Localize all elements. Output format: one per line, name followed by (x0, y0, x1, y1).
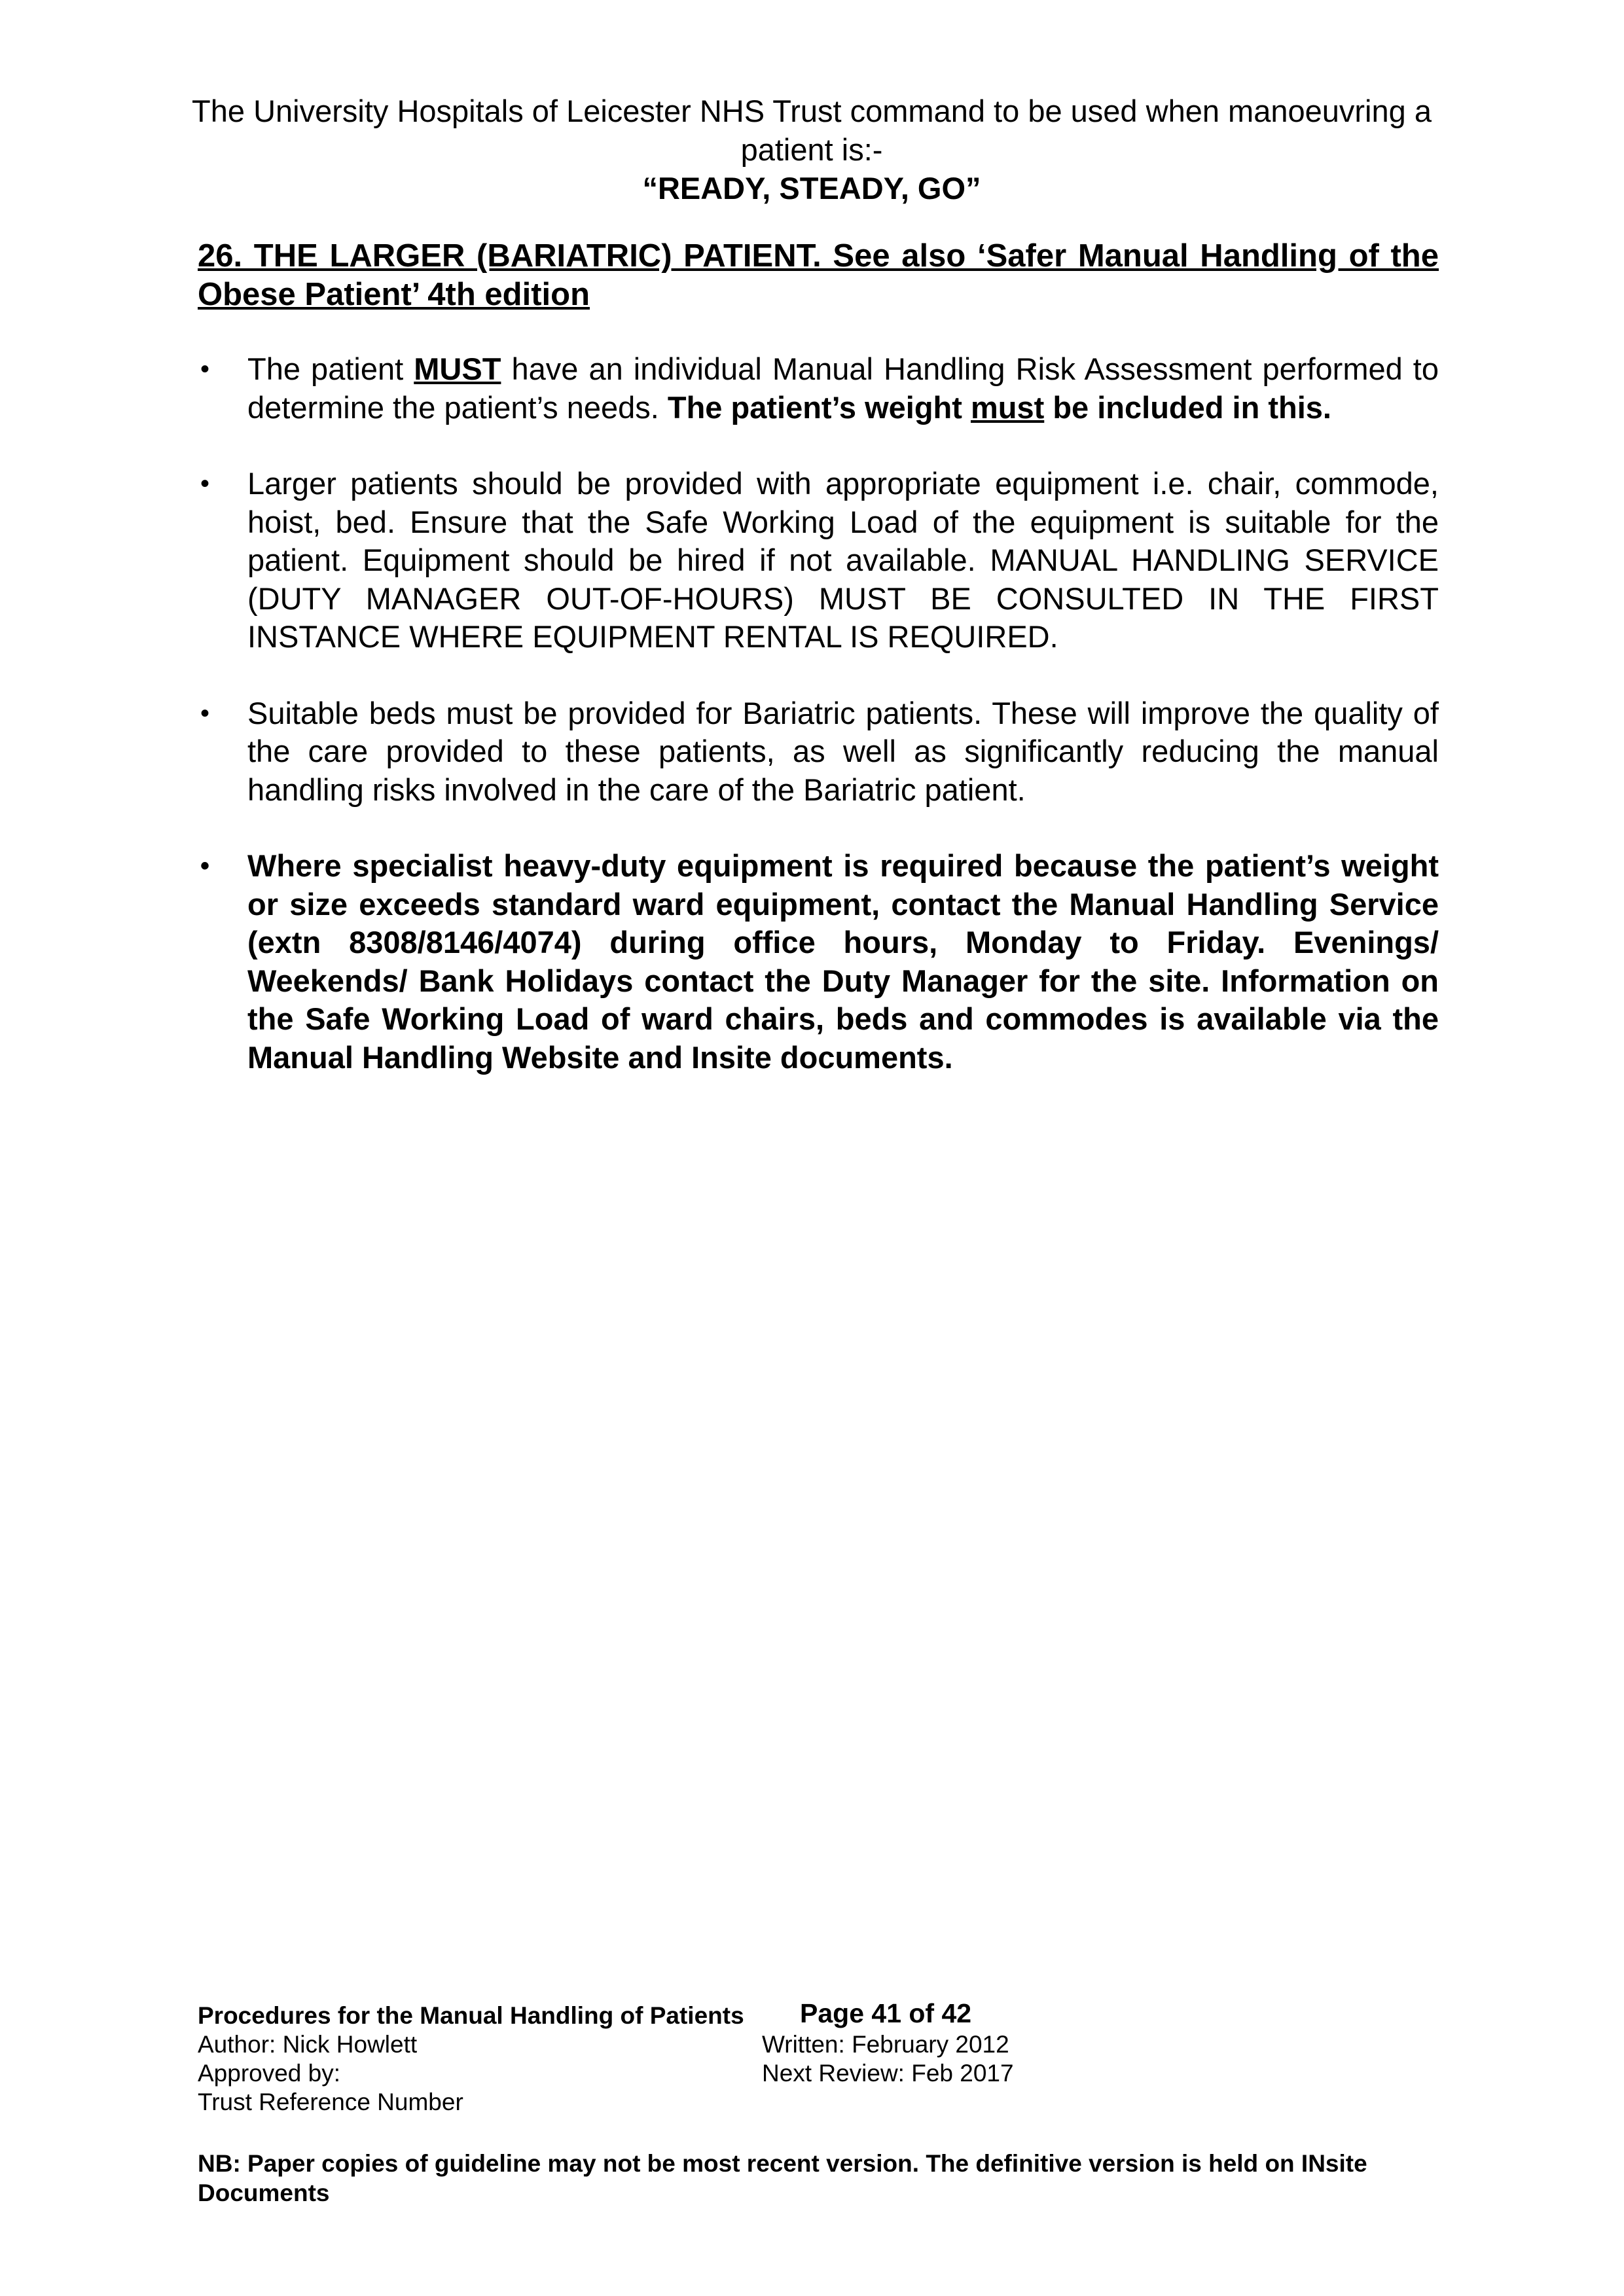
footer-row-approved (198, 2059, 1439, 2088)
bullet-text: The patient (247, 351, 414, 386)
footer-author: Author: Nick Howlett (198, 2031, 418, 2058)
page-number: Page 41 of 42 (800, 1998, 972, 2028)
footer-doc-title: Procedures for the Manual Handling of Patients (198, 2002, 744, 2029)
footer-row-title (198, 1998, 1439, 2030)
bullet-text: have an individual Manual Handling Risk Assessment performed to determine the patient’s needs. (247, 351, 1439, 425)
footer-review: Next Review: Feb 2017 (762, 2060, 1014, 2087)
footer-written: Written: February 2012 (762, 2031, 1009, 2058)
footer-row-reference (198, 2088, 1439, 2117)
bullet-marker: • (200, 852, 210, 880)
bullet-item-equipment (198, 465, 1439, 656)
footer-trust-reference: Trust Reference Number (198, 2089, 463, 2115)
header-command: “READY, STEADY, GO” (642, 171, 981, 206)
page-header (183, 92, 1440, 207)
section-title: 26. THE LARGER (BARIATRIC) PATIENT. See also ‘Safer Manual Handling of the Obese Patient’ 4th edition (198, 238, 1439, 312)
bullet-marker: • (200, 355, 210, 384)
bullet-marker: • (200, 469, 210, 498)
footer-nb-note: NB: Paper copies of guideline may not be most recent version. The definitive version is held on INsite Documents (198, 2150, 1367, 2206)
header-line-1: The University Hospitals of Leicester NHS Trust command to be used when manoeuvring a (192, 94, 1432, 128)
bullet-item-risk-assessment (198, 350, 1439, 427)
bullet-bold-text: be included in this. (1044, 389, 1331, 425)
page-footer (198, 1998, 1439, 2117)
footer-row-author (198, 2030, 1439, 2059)
bullet-text: Where specialist heavy-duty equipment is required because the patient’s weight or size exceeds standard ward equipment, contact the Manual Handling Service (extn 8308/8146/4074) during office hours, Monday to Friday. Evenings/ Weekends/ Bank Holidays contact the Duty Manager for the site. Information on the Safe Working Load of ward chairs, beds and commodes is available via the Manual Handling Website and Insite documents. (247, 848, 1439, 1075)
bullet-text: Larger patients should be provided with appropriate equipment i.e. chair, commode, hoist, bed. Ensure that the Safe Working Load of the equipment is suitable for the patient. Equipment should be hired if not available. MANUAL HANDLING SERVICE (DUTY MANAGER OUT-OF-HOURS) MUST BE CONSULTED IN THE FIRST INSTANCE WHERE EQUIPMENT RENTAL IS REQUIRED. (247, 466, 1439, 654)
footer-approved: Approved by: (198, 2060, 341, 2087)
bullet-emphasis-must: MUST (414, 351, 501, 386)
bullet-item-beds (198, 694, 1439, 810)
bullet-emphasis-must-lower: must (970, 389, 1045, 425)
bullet-item-specialist-equipment (198, 847, 1439, 1077)
bullet-bold-text: The patient’s weight (667, 389, 971, 425)
bullet-marker: • (200, 698, 210, 728)
header-line-2: patient is:- (740, 132, 883, 167)
bullet-list (198, 350, 1439, 1115)
bullet-text: Suitable beds must be provided for Bariatric patients. These will improve the quality of the care provided to these patients, as well as significantly reducing the manual handling risks involved in the care of the Bariatric patient. (247, 695, 1439, 807)
